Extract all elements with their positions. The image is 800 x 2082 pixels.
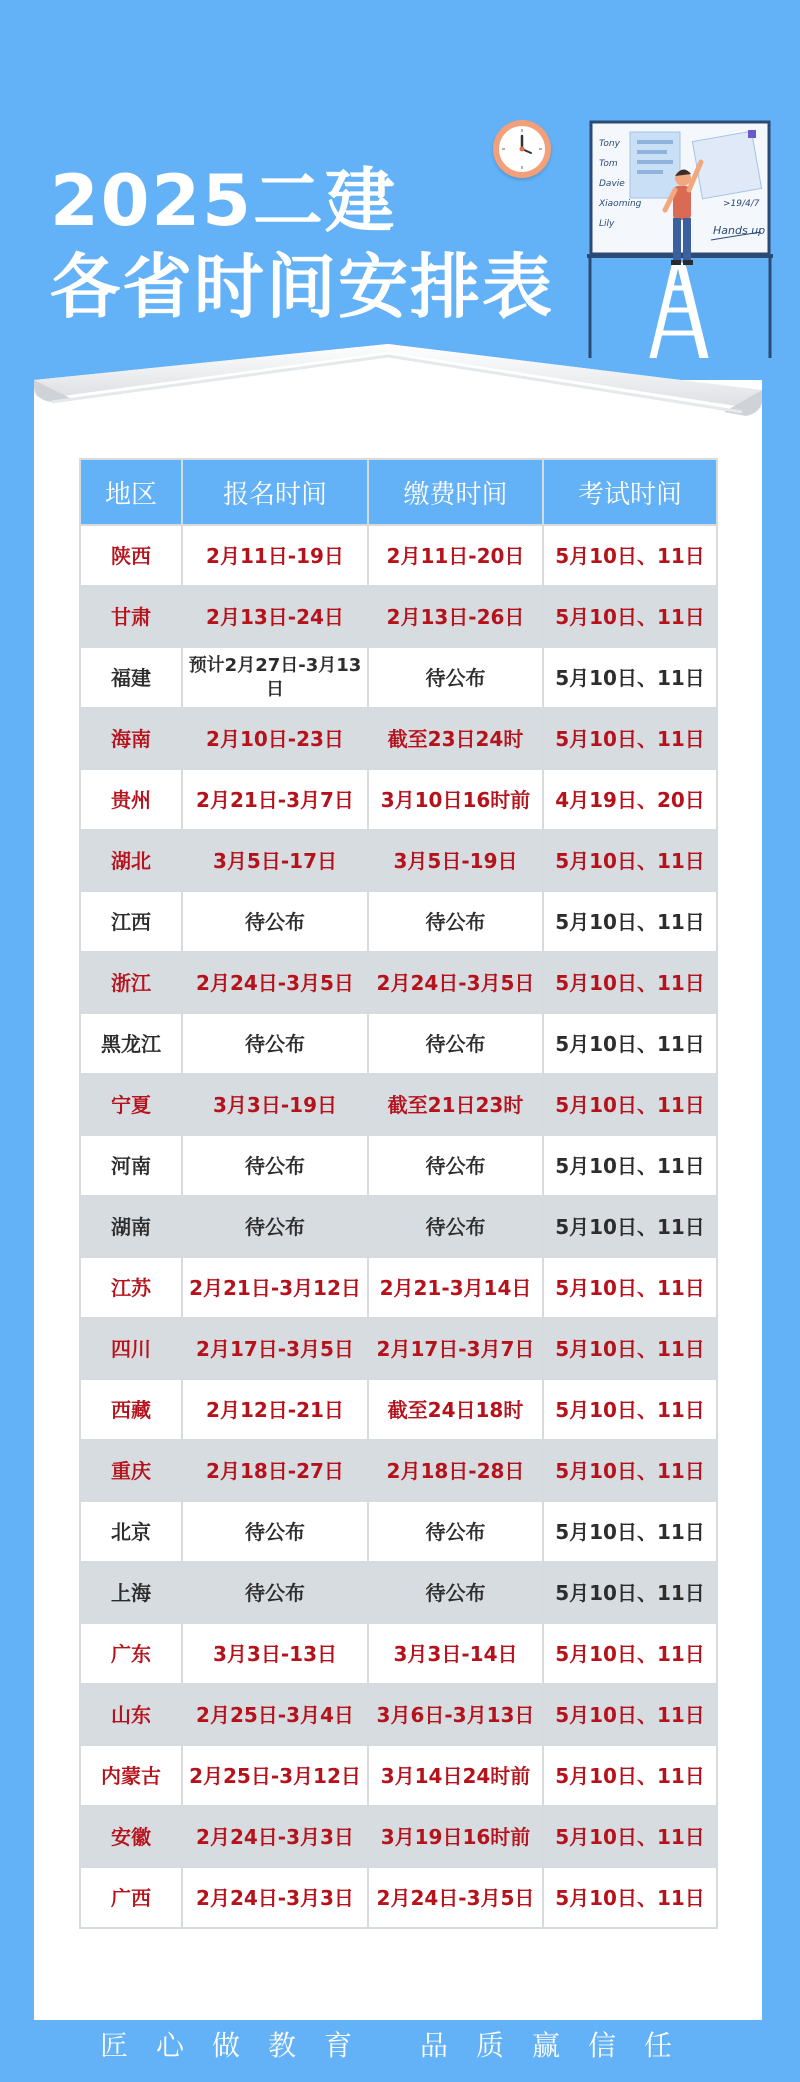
table-row	[80, 952, 717, 1013]
exam-cell: 5月10日、11日	[543, 1074, 717, 1135]
region-cell: 重庆	[80, 1440, 182, 1501]
signup-cell: 2月17日-3月5日	[182, 1318, 368, 1379]
exam-cell: 5月10日、11日	[543, 952, 717, 1013]
payment-cell: 待公布	[368, 1562, 543, 1623]
footer-slogan-right: 品质赢信任	[420, 2029, 701, 2062]
table-row	[80, 708, 717, 769]
payment-cell: 3月19日16时前	[368, 1806, 543, 1867]
signup-cell: 2月11日-19日	[182, 525, 368, 586]
footer-slogan-left: 匠心做教育	[99, 2029, 380, 2062]
payment-cell: 3月14日24时前	[368, 1745, 543, 1806]
header-signup: 报名时间	[182, 459, 368, 525]
signup-cell: 2月24日-3月3日	[182, 1806, 368, 1867]
signup-cell: 待公布	[182, 1196, 368, 1257]
signup-cell: 2月10日-23日	[182, 708, 368, 769]
region-cell: 甘肃	[80, 586, 182, 647]
table-row	[80, 586, 717, 647]
signup-cell: 待公布	[182, 1562, 368, 1623]
payment-cell: 待公布	[368, 1135, 543, 1196]
payment-cell: 待公布	[368, 1013, 543, 1074]
exam-cell: 5月10日、11日	[543, 1318, 717, 1379]
clock-icon	[493, 120, 551, 178]
payment-cell: 待公布	[368, 647, 543, 708]
paper-curl	[34, 340, 762, 430]
payment-cell: 3月10日16时前	[368, 769, 543, 830]
signup-cell: 待公布	[182, 891, 368, 952]
board-name-5: Lily	[599, 219, 615, 229]
board-name-2: Tom	[599, 159, 618, 169]
payment-cell: 2月11日-20日	[368, 525, 543, 586]
table-row	[80, 1867, 717, 1928]
payment-cell: 待公布	[368, 1501, 543, 1562]
region-cell: 海南	[80, 708, 182, 769]
schedule-table	[79, 458, 718, 1929]
signup-cell: 3月5日-17日	[182, 830, 368, 891]
payment-cell: 2月13日-26日	[368, 586, 543, 647]
signup-cell: 2月18日-27日	[182, 1440, 368, 1501]
exam-cell: 5月10日、11日	[543, 1623, 717, 1684]
payment-cell: 3月5日-19日	[368, 830, 543, 891]
region-cell: 内蒙古	[80, 1745, 182, 1806]
table-row	[80, 1684, 717, 1745]
title-line-1: 2025二建	[50, 160, 397, 242]
region-cell: 湖南	[80, 1196, 182, 1257]
exam-cell: 5月10日、11日	[543, 1257, 717, 1318]
payment-cell: 3月3日-14日	[368, 1623, 543, 1684]
board-name-4: Xiaoming	[599, 199, 642, 209]
signup-cell: 预计2月27日-3月13日	[182, 647, 368, 708]
table-row	[80, 1074, 717, 1135]
region-cell: 湖北	[80, 830, 182, 891]
exam-cell: 5月10日、11日	[543, 1196, 717, 1257]
board-name-3: Davie	[599, 179, 625, 189]
exam-cell: 5月10日、11日	[543, 1684, 717, 1745]
exam-cell: 5月10日、11日	[543, 1440, 717, 1501]
payment-cell: 2月24日-3月5日	[368, 952, 543, 1013]
exam-cell: 5月10日、11日	[543, 1013, 717, 1074]
payment-cell: 截至21日23时	[368, 1074, 543, 1135]
whiteboard-illustration	[585, 118, 775, 358]
region-cell: 贵州	[80, 769, 182, 830]
region-cell: 山东	[80, 1684, 182, 1745]
region-cell: 安徽	[80, 1806, 182, 1867]
signup-cell: 待公布	[182, 1135, 368, 1196]
payment-cell: 2月17日-3月7日	[368, 1318, 543, 1379]
region-cell: 江西	[80, 891, 182, 952]
region-cell: 广东	[80, 1623, 182, 1684]
payment-cell: 截至23日24时	[368, 708, 543, 769]
signup-cell: 2月13日-24日	[182, 586, 368, 647]
signup-cell: 待公布	[182, 1013, 368, 1074]
header-exam: 考试时间	[543, 459, 717, 525]
table-row	[80, 525, 717, 586]
region-cell: 四川	[80, 1318, 182, 1379]
payment-cell: 3月6日-3月13日	[368, 1684, 543, 1745]
signup-cell: 3月3日-19日	[182, 1074, 368, 1135]
table-row	[80, 1501, 717, 1562]
exam-cell: 5月10日、11日	[543, 891, 717, 952]
region-cell: 黑龙江	[80, 1013, 182, 1074]
region-cell: 上海	[80, 1562, 182, 1623]
table-header-row	[80, 459, 717, 525]
exam-cell: 5月10日、11日	[543, 586, 717, 647]
table-row	[80, 1440, 717, 1501]
table-row	[80, 1013, 717, 1074]
signup-cell: 2月24日-3月5日	[182, 952, 368, 1013]
table-row	[80, 1806, 717, 1867]
table-row	[80, 1257, 717, 1318]
signup-cell: 2月12日-21日	[182, 1379, 368, 1440]
payment-cell: 2月24日-3月5日	[368, 1867, 543, 1928]
signup-cell: 2月21日-3月12日	[182, 1257, 368, 1318]
payment-cell: 待公布	[368, 891, 543, 952]
table-row	[80, 647, 717, 708]
signup-cell: 2月25日-3月4日	[182, 1684, 368, 1745]
signup-cell: 2月21日-3月7日	[182, 769, 368, 830]
table-row	[80, 1562, 717, 1623]
signup-cell: 2月25日-3月12日	[182, 1745, 368, 1806]
exam-cell: 5月10日、11日	[543, 708, 717, 769]
header-payment: 缴费时间	[368, 459, 543, 525]
signup-cell: 2月24日-3月3日	[182, 1867, 368, 1928]
board-name-1: Tony	[599, 139, 620, 149]
region-cell: 福建	[80, 647, 182, 708]
payment-cell: 待公布	[368, 1196, 543, 1257]
exam-cell: 5月10日、11日	[543, 1745, 717, 1806]
table-row	[80, 1745, 717, 1806]
table-row	[80, 1318, 717, 1379]
exam-cell: 5月10日、11日	[543, 1806, 717, 1867]
payment-cell: 2月21-3月14日	[368, 1257, 543, 1318]
exam-cell: 5月10日、11日	[543, 830, 717, 891]
footer-slogan	[0, 2024, 800, 2074]
exam-cell: 5月10日、11日	[543, 525, 717, 586]
exam-cell: 5月10日、11日	[543, 1135, 717, 1196]
region-cell: 陕西	[80, 525, 182, 586]
table-row	[80, 891, 717, 952]
region-cell: 西藏	[80, 1379, 182, 1440]
page-title	[50, 158, 554, 330]
title-line-2: 各省时间安排表	[50, 246, 554, 328]
region-cell: 河南	[80, 1135, 182, 1196]
payment-cell: 2月18日-28日	[368, 1440, 543, 1501]
exam-cell: 5月10日、11日	[543, 1379, 717, 1440]
signup-cell: 待公布	[182, 1501, 368, 1562]
exam-cell: 5月10日、11日	[543, 647, 717, 708]
table-row	[80, 830, 717, 891]
table-row	[80, 1196, 717, 1257]
header-region: 地区	[80, 459, 182, 525]
board-note: Hands up	[713, 224, 766, 237]
region-cell: 广西	[80, 1867, 182, 1928]
region-cell: 浙江	[80, 952, 182, 1013]
table-row	[80, 1623, 717, 1684]
exam-cell: 5月10日、11日	[543, 1501, 717, 1562]
table-row	[80, 1379, 717, 1440]
signup-cell: 3月3日-13日	[182, 1623, 368, 1684]
exam-cell: 5月10日、11日	[543, 1562, 717, 1623]
payment-cell: 截至24日18时	[368, 1379, 543, 1440]
table-row	[80, 1135, 717, 1196]
exam-cell: 4月19日、20日	[543, 769, 717, 830]
region-cell: 江苏	[80, 1257, 182, 1318]
exam-cell: 5月10日、11日	[543, 1867, 717, 1928]
board-date: >19/4/7	[723, 199, 760, 209]
region-cell: 宁夏	[80, 1074, 182, 1135]
region-cell: 北京	[80, 1501, 182, 1562]
table-row	[80, 769, 717, 830]
